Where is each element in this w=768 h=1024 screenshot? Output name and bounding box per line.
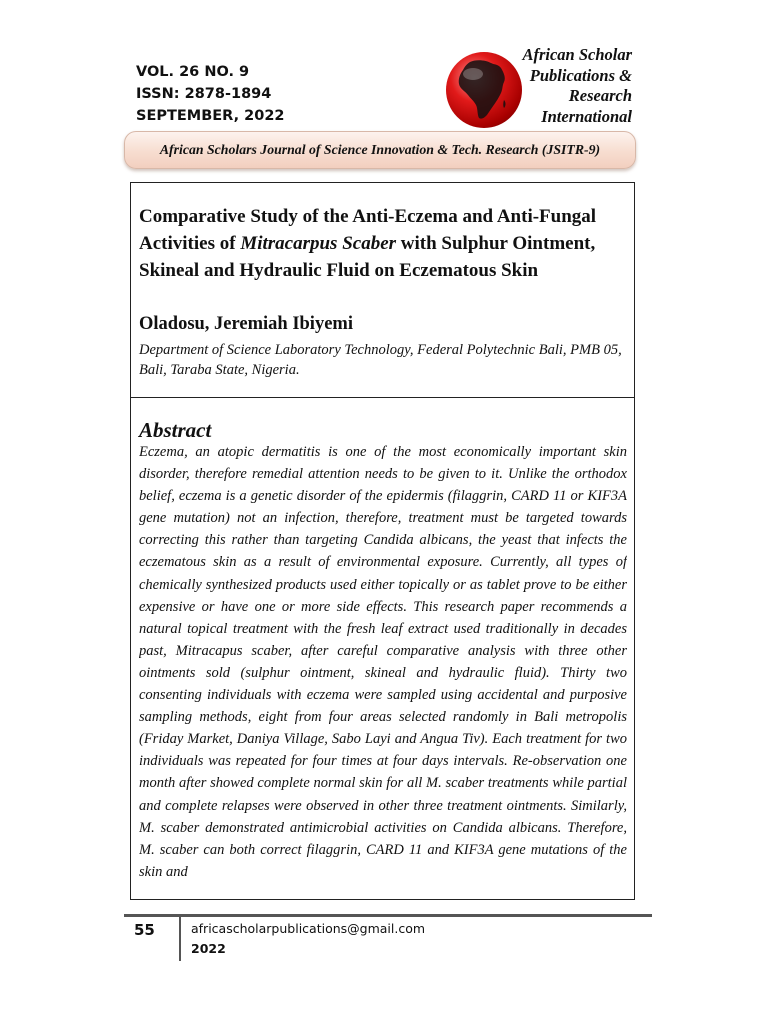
publisher-line: Research [568,86,632,105]
title-species: Mitracarpus Scaber [240,233,397,254]
issue-metadata [136,61,285,127]
footer-email: africascholarpublications@gmail.com [191,921,426,936]
footer-rule [124,914,652,917]
footer-year: 2022 [191,941,226,956]
issn-number: ISSN: 2878-1894 [136,86,272,102]
publisher-name [522,45,632,127]
publisher-line: International [541,106,632,126]
author-affiliation: Department of Science Laboratory Technology, Federal Polytechnic Bali, PMB 05, Bali, Taraba State, Nigeria. [139,342,622,378]
title-part-2: with Sulphur Ointment, Skineal and Hydraulic Fluid on Eczematous Skin [139,233,596,281]
abstract-body: Eczema, an atopic dermatitis is one of the most economically important skin disorder, therefore remedial attention needs to be given to it. Unlike the orthodox belief, eczema is a genetic disorder of the epidermis (filaggrin, CARD 11 or KIF3A gene mutation) not an infection, therefore, treatment must be targeted towards correcting this rather than targeting Candida albicans, the yeast that infects the eczematous skin as a result of environmental exposure. Currently, all types of chemically synthesized products used either topically or as tablet prove to be either expensive or have one or more side effects. This research paper recommends a natural topical treatment with the fresh leaf extract used traditionally in decades past, Mitracapus scaber, after careful comparative analysis with three other ointments sold (sulphur ointment, skineal and hydraulic fluid). Thirty two consenting individuals with eczema were sampled using accidental and purposive sampling methods, eight from four areas selected randomly in Bali metropolis (Friday Market, Daniya Village, Sabo Layi and Angua Tiv). Each treatment for two individuals was repeated for four times at four days intervals. Re-observation one month after showed complete normal skin for all M. scaber treatments while partial and complete relapses were observed in other three treatment ointments. Similarly, M. scaber demonstrated antimicrobial activities on Candida albicans. Therefore, M. scaber can both correct filaggrin, CARD 11 and KIF3A gene mutations of the skin and [139,444,627,880]
footer-vertical-rule [179,917,181,961]
frame-divider [130,397,635,398]
volume-number: VOL. 26 NO. 9 [136,64,250,80]
title-part-1: Comparative Study of the Anti-Eczema and Anti-Fungal Activities of [139,206,597,254]
publisher-line: African Scholar [522,45,632,64]
africa-globe-icon [446,52,522,128]
issue-date: SEPTEMBER, 2022 [136,108,285,124]
publisher-line: Publications & [529,65,632,85]
author-name: Oladosu, Jeremiah Ibiyemi [139,314,353,334]
abstract-heading: Abstract [139,418,212,442]
journal-banner [124,131,636,169]
article-title [139,203,629,284]
journal-name: African Scholars Journal of Science Innovation & Tech. Research (JSITR-9) [159,142,601,157]
page-number: 55 [134,921,155,939]
